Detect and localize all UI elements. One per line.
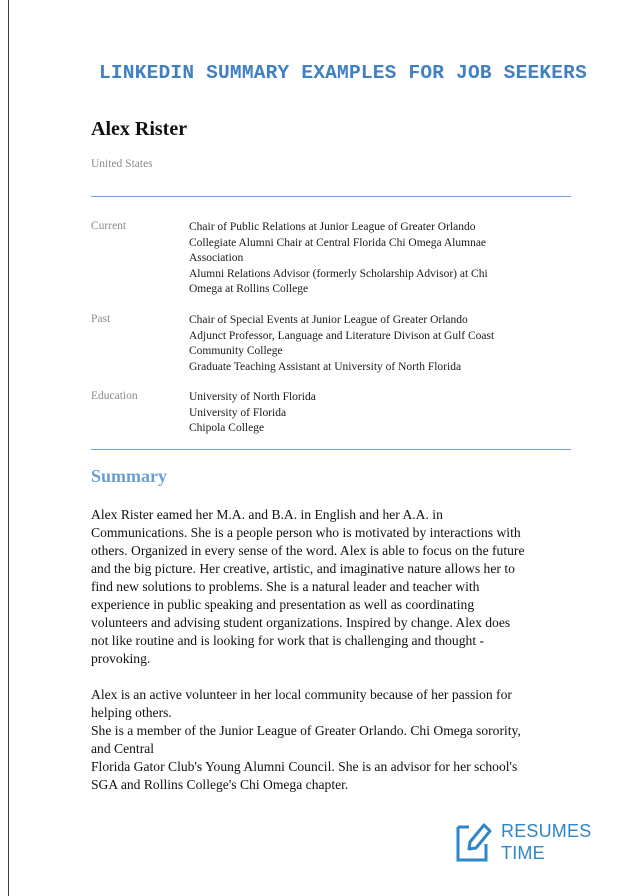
summary-line: Alex is an active volunteer in her local community because of her passion for — [91, 687, 512, 702]
summary-paragraph-2 — [91, 686, 591, 794]
current-label: Current — [91, 220, 127, 232]
education-line: University of Florida — [189, 406, 287, 419]
current-line: Chair of Public Relations at Junior League of Greater Orlando — [189, 221, 476, 233]
summary-line: volunteers and advising student organizations. Inspired by change. Alex does — [91, 615, 511, 630]
current-line: Omega at Rollins College — [189, 283, 309, 295]
summary-line: and the big picture. Her creative, artistic, and imaginative nature allows her to — [91, 561, 515, 576]
profile-name: Alex Rister — [91, 118, 188, 140]
education-line: University of North Florida — [189, 391, 316, 403]
summary-line: experience in public speaking and presentation as well as coordinating — [91, 597, 475, 612]
page-title: LINKEDIN SUMMARY EXAMPLES FOR JOB SEEKERS — [99, 62, 587, 84]
summary-heading: Summary — [91, 466, 167, 486]
summary-line: provoking. — [91, 651, 151, 666]
education-list — [189, 390, 559, 437]
resumes-time-logo — [455, 818, 605, 868]
past-line: Community College — [189, 345, 283, 357]
current-line: Association — [189, 252, 244, 264]
summary-line: and Central — [91, 741, 155, 756]
summary-line: Florida Gator Club's Young Alumni Council. She is an advisor for her school's — [91, 759, 518, 774]
education-line: Chipola College — [189, 422, 265, 434]
summary-line: find new solutions to problems. She is a natural leader and teacher with — [91, 579, 480, 594]
edit-document-icon — [455, 820, 493, 862]
past-positions-list — [189, 313, 559, 375]
summary-line: She is a member of the Junior League of Greater Orlando. Chi Omega sorority, — [91, 723, 521, 738]
logo-line-2: TIME — [501, 843, 545, 863]
past-line: Graduate Teaching Assistant at University of North Florida — [189, 360, 462, 373]
current-line: Collegiate Alumni Chair at Central Florida Chi Omega Alumnae — [189, 236, 487, 249]
summary-line: Alex Rister eamed her M.A. and B.A. in English and her A.A. in — [91, 507, 443, 522]
current-positions-list — [189, 220, 559, 298]
section-divider-bottom — [91, 449, 571, 450]
past-label: Past — [91, 313, 111, 325]
past-line: Adjunct Professor, Language and Literature Divison at Gulf Coast — [189, 329, 495, 342]
profile-location: United States — [91, 158, 153, 170]
summary-line: SGA and Rollins College's Chi Omega chapter. — [91, 777, 349, 792]
section-divider-top — [91, 196, 571, 197]
logo-line-1: RESUMES — [501, 821, 592, 841]
logo-wordmark — [501, 820, 591, 864]
page-edge-rule — [8, 0, 9, 896]
current-line: Alumni Relations Advisor (formerly Scholarship Advisor) at Chi — [189, 267, 488, 280]
summary-line: not like routine and is looking for work that is challenging and thought - — [91, 633, 485, 648]
summary-line: helping others. — [91, 705, 172, 720]
summary-paragraph-1 — [91, 506, 591, 668]
education-label: Education — [91, 390, 138, 402]
summary-line: others. Organized in every sense of the word. Alex is able to focus on the future — [91, 543, 525, 558]
past-line: Chair of Special Events at Junior League of Greater Orlando — [189, 314, 468, 326]
summary-line: Communications. She is a people person who is motivated by interactions with — [91, 525, 521, 540]
